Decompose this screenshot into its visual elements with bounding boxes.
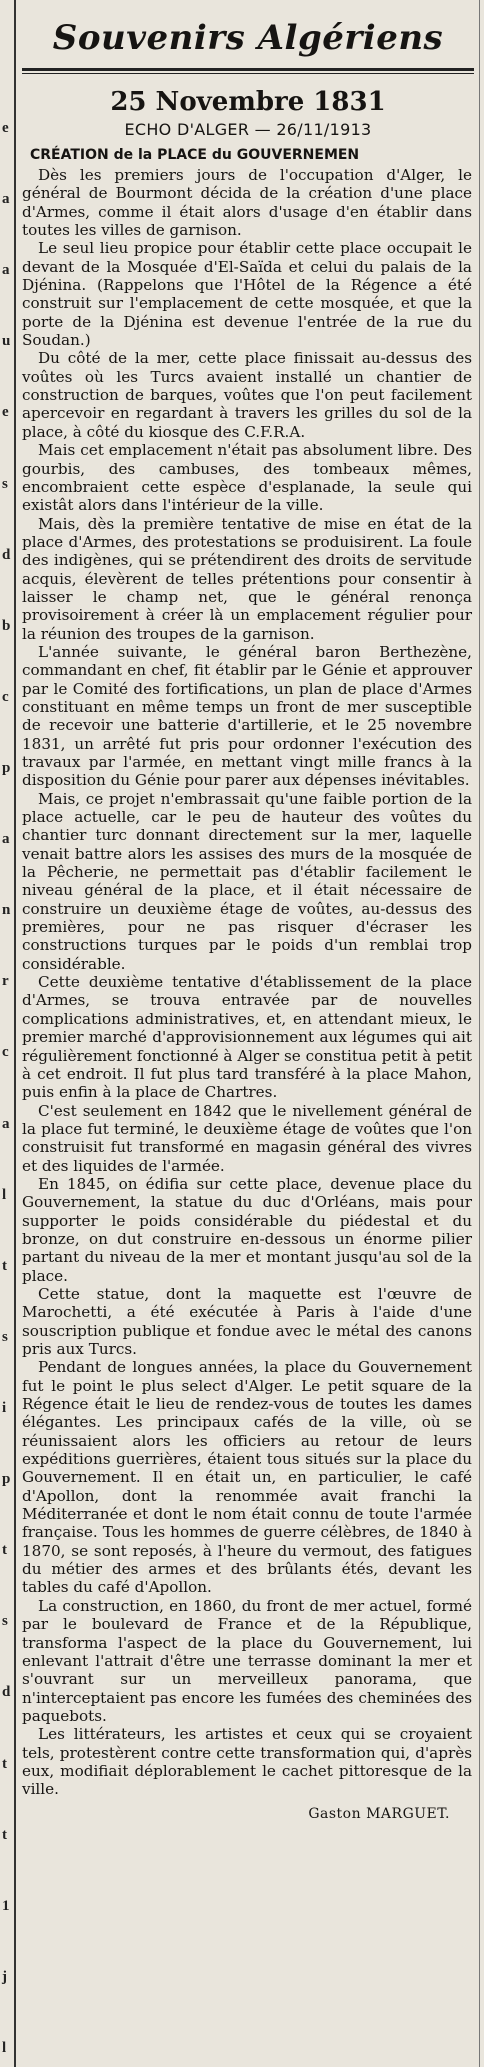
margin-letter: p (2, 760, 11, 776)
paragraph: C'est seulement en 1842 que le nivellement général de la place fut terminé, le deuxième étage de voûtes que l'on construisit fut transformé en magasin général des vivres et des liquides de l'armée. (22, 1101, 472, 1175)
paragraph: Cette statue, dont la maquette est l'œuvre de Marochetti, a été exécutée à Paris à l'aide d'une souscription publique et fondue avec le métal des canons pris aux Turcs. (22, 1284, 472, 1358)
paragraph: La construction, en 1860, du front de mer actuel, formé par le boulevard de France et de la République, transforma l'aspect de la place du Gouvernement, lui enlevant l'attrait d'être une terrasse dominant la mer et s'ouvrant sur un merveilleux panorama, que n'interceptaient pas encore les fumées des cheminées des paquebots. (22, 1596, 472, 1725)
paragraph: L'année suivante, le général baron Berthezène, commandant en chef, fit établir par le Génie et approuver par le Comité des fortifications, un plan de place d'Armes constituant en même temps un front de mer susceptible de recevoir une batterie d'artillerie, et le 25 novembre 1831, un arrêté fut pris pour ordonner l'exécution des travaux par l'armée, en mettant vingt mille francs à la disposition du Génie pour parer aux dépenses inévitables. (22, 642, 472, 790)
article-body (22, 166, 474, 1799)
margin-letter: t (2, 1756, 7, 1772)
margin-letter: p (2, 1471, 11, 1487)
paragraph: Les littérateurs, les artistes et ceux qui se croyaient tels, protestèrent contre cette transformation qui, d'après eux, modifiait déplorablement le cachet pittoresque de la ville. (22, 1725, 472, 1799)
paragraph: Mais cet emplacement n'était pas absolument libre. Des gourbis, des cambuses, des tombeaux mêmes, encombraient cette espèce d'esplanade, la seule qui existât alors dans l'intérieur de la ville. (22, 441, 472, 515)
banner-rule-thin (22, 73, 474, 74)
paragraph: En 1845, on édifia sur cette place, devenue place du Gouvernement, la statue du duc d'Orléans, mais pour supporter le poids considérable du piédestal et du bronze, on dut construire en-dessous un énorme pilier partant du niveau de la mer et montant jusqu'au sol de la place. (22, 1174, 472, 1285)
article-date: 25 Novembre 1831 (110, 87, 386, 117)
margin-letter: t (2, 1827, 7, 1843)
banner-rule (22, 68, 474, 71)
margin-letter: c (2, 689, 9, 705)
column-rule-left (14, 0, 16, 2067)
paragraph: Dès les premiers jours de l'occupation d'Alger, le général de Bourmont décida de la création d'une place d'Armes, comme il était alors d'usage d'en établir dans toutes les villes de garnison. (22, 166, 472, 240)
margin-letter: t (2, 1542, 7, 1558)
paragraph: Du côté de la mer, cette place finissait au-dessus des voûtes où les Turcs avaient installé un chantier de construction de barques, voûtes que l'on peut facilement apercevoir en regardant à travers les grilles du sol de la place, à côté du kiosque des C.F.R.A. (22, 349, 472, 441)
paragraph: Cette deuxième tentative d'établissement de la place d'Armes, se trouva entravée par de nouvelles complications administratives, et, en attendant mieux, le premier marché d'approvisionnement aux légumes qui ait régulièrement fonctionné à Alger se constitua petit à petit à cet endroit. Il fut plus tard transféré à la place Mahon, puis enfin à la place de Chartres. (22, 973, 472, 1102)
source-annotation: ECHO D'ALGER — 26/11/1913 (124, 120, 372, 139)
margin-letter: c (2, 1044, 9, 1060)
margin-letter: a (2, 831, 10, 847)
margin-letter: l (2, 2040, 7, 2056)
paragraph: Le seul lieu propice pour établir cette place occupait le devant de la Mosquée d'El-Saïda et celui du palais de la Djénina. (Rappelons que l'Hôtel de la Régence a été construit sur l'emplacement de cette mosquée, et que la porte de la Djénina est devenue l'entrée de la rue du Soudan.) (22, 239, 472, 350)
paragraph: Mais, dès la première tentative de mise en état de la place d'Armes, des protestations se produisirent. La foule des indigènes, qui se prétendirent des droits de servitude acquis, élevèrent de telles prétentions pour consentir à laisser le champ net, que le général renonça provisoirement à créer là un emplacement régulier pour la réunion des troupes de la garnison. (22, 514, 472, 643)
paragraph: Mais, ce projet n'embrassait qu'une faible portion de la place actuelle, car le peu de hauteur des voûtes du chantier turc donnant directement sur la mer, laquelle venait battre alors les assises des murs de la mosquée de la Pêcherie, ne permettait pas d'établir facilement le niveau général de la place, et il était nécessaire de construire un deuxième étage de voûtes, au-dessus des premières, pour ne pas risquer d'écraser les constructions turques par le poids d'un remblai trop considérable. (22, 789, 472, 973)
column-rule-right (479, 0, 480, 2067)
adjacent-column-fragments (1, 0, 13, 2067)
paragraph: Pendant de longues années, la place du Gouvernement fut le point le plus select d'Alger. Le petit square de la Régence était le lieu de rendez-vous de toutes les dames élégantes. Les principaux cafés de la ville, où se réunissaient alors les officiers au retour de leurs expéditions guerrières, étaient tous situés sur la place du Gouvernement. Il en était un, en particulier, le café d'Apollon, dont la renommée avait franchi la Méditerranée et dont le nom était connu de toute l'armée française. Tous les hommes de guerre célèbres, de 1840 à 1870, se sont reposés, à l'heure du vermout, des fatigues du métier des armes et des brûlants étés, devant les tables du café d'Apollon. (22, 1358, 472, 1597)
article-subtitle: CRÉATION de la PLACE du GOUVERNEMEN (30, 147, 360, 163)
margin-letter: l (2, 1187, 7, 1203)
margin-letter: a (2, 262, 10, 278)
margin-letter: u (2, 333, 11, 349)
margin-letter: d (2, 1684, 11, 1700)
margin-letter: s (2, 476, 8, 492)
margin-letter: e (2, 120, 9, 136)
margin-letter: a (2, 1116, 10, 1132)
margin-letter: b (2, 618, 11, 634)
margin-letter: a (2, 191, 10, 207)
margin-letter: e (2, 404, 9, 420)
margin-letter: 1 (2, 1898, 10, 1914)
section-banner: Souvenirs Algériens (52, 18, 444, 58)
margin-letter: t (2, 1258, 7, 1274)
margin-letter: i (2, 1400, 7, 1416)
margin-letter: r (2, 973, 9, 989)
author-signature: Gaston MARGUET. (308, 1805, 450, 1822)
margin-letter: j (2, 1969, 7, 1985)
margin-letter: s (2, 1329, 8, 1345)
margin-letter: d (2, 547, 11, 563)
margin-letter: s (2, 1613, 8, 1629)
margin-letter: n (2, 902, 11, 918)
article (22, 0, 474, 1825)
